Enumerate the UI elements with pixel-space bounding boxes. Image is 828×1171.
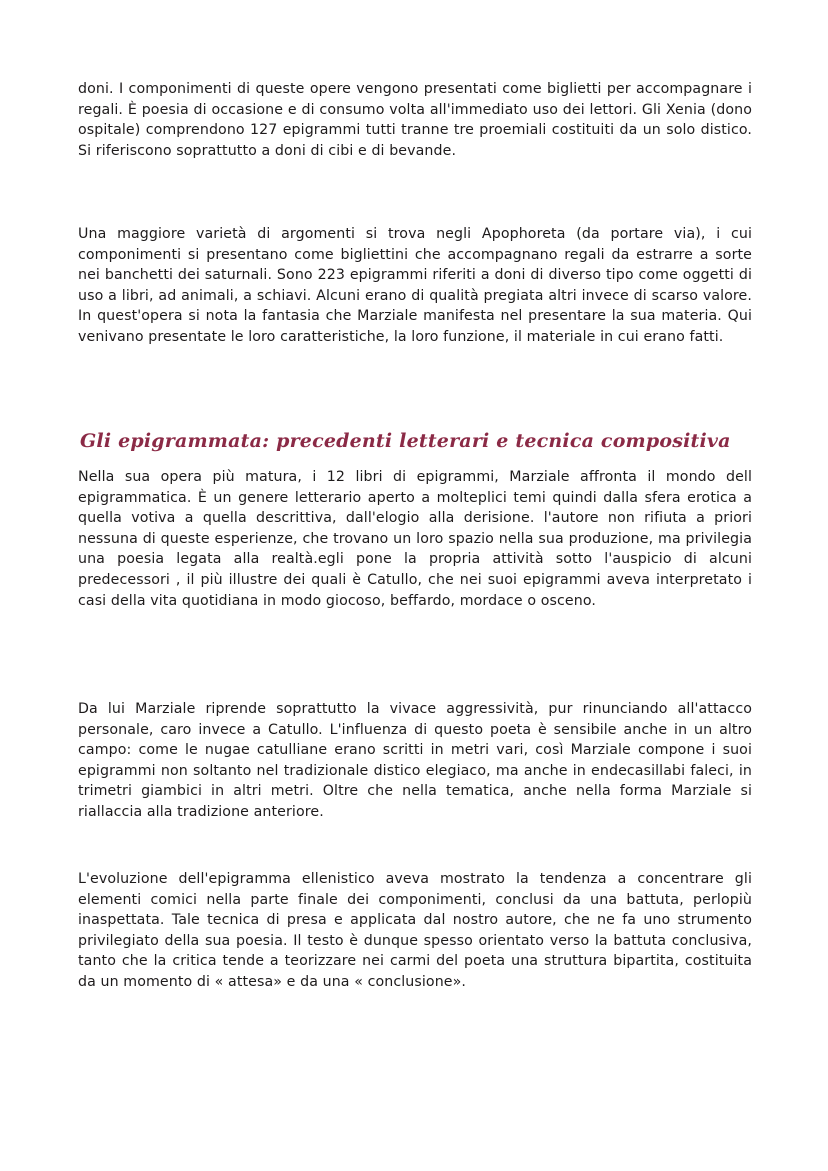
paragraph-xenia: doni. I componimenti di queste opere vengono presentati come biglietti per accompagnare i regali. È poesia di occasione e di consumo volta all'immediato uso dei lettori. Gli Xenia (dono ospitale) comprendono 127 epigrammi tutti tranne tre proemiali costituiti da un solo distico. Si riferiscono soprattutto a doni di cibi e di bevande. <box>78 81 752 159</box>
paragraph-apophoreta: Una maggiore varietà di argomenti si trova negli Apophoreta (da portare via), i cui componimenti si presentano come bigliettini che accompagnano regali da estrarre a sorte nei banchetti dei saturnali. Sono 223 epigrammi riferiti a doni di diverso tipo come oggetti di uso a libri, ad animali, a schiavi. Alcuni erano di qualità pregiata altri invece di scarso valore. In quest'opera si nota la fantasia che Marziale manifesta nel presentare la sua materia. Qui venivano presentate le loro caratteristiche, la loro funzione, il materiale in cui erano fatti. <box>78 226 752 345</box>
paragraph-epigrammi-maturi: Nella sua opera più matura, i 12 libri di epigrammi, Marziale affronta il mondo dell epigrammatica. È un genere letterario aperto a molteplici temi quindi dalla sfera erotica a quella votiva a quella descrittiva, dall'elogio alla derisione. l'autore non rifiuta a priori nessuna di queste esperienze, che trovano un loro spazio nella sua produzione, ma privilegia una poesia legata alla realtà.egli pone la propria attività sotto l'auspicio di alcuni predecessori , il più illustre dei quali è Catullo, che nei suoi epigrammi aveva interpretato i casi della vita quotidiana in modo giocoso, beffardo, mordace o osceno. <box>78 469 752 609</box>
paragraph-influenza-catullo: Da lui Marziale riprende soprattutto la vivace aggressività, pur rinunciando all'attacco personale, caro invece a Catullo. L'influenza di questo poeta è sensibile anche in un altro campo: come le nugae catulliane erano scritti in metri vari, così Marziale compone i suoi epigrammi non soltanto nel tradizionale distico elegiaco, ma anche in endecasillabi faleci, in trimetri giambici in altri metri. Oltre che nella tematica, anche nella forma Marziale si riallaccia alla tradizione anteriore. <box>78 701 752 820</box>
section-heading: Gli epigrammata: precedenti letterari e tecnica compositiva <box>80 430 731 452</box>
paragraph-tecnica-compositiva: L'evoluzione dell'epigramma ellenistico aveva mostrato la tendenza a concentrare gli elementi comici nella parte finale dei componimenti, conclusi da una battuta, perlopiù inaspettata. Tale tecnica di presa e applicata dal nostro autore, che ne fa uno strumento privilegiato della sua poesia. Il testo è dunque spesso orientato verso la battuta conclusiva, tanto che la critica tende a teorizzare nei carmi del poeta una struttura bipartita, costituita da un momento di « attesa» e da una « conclusione». <box>78 871 752 990</box>
